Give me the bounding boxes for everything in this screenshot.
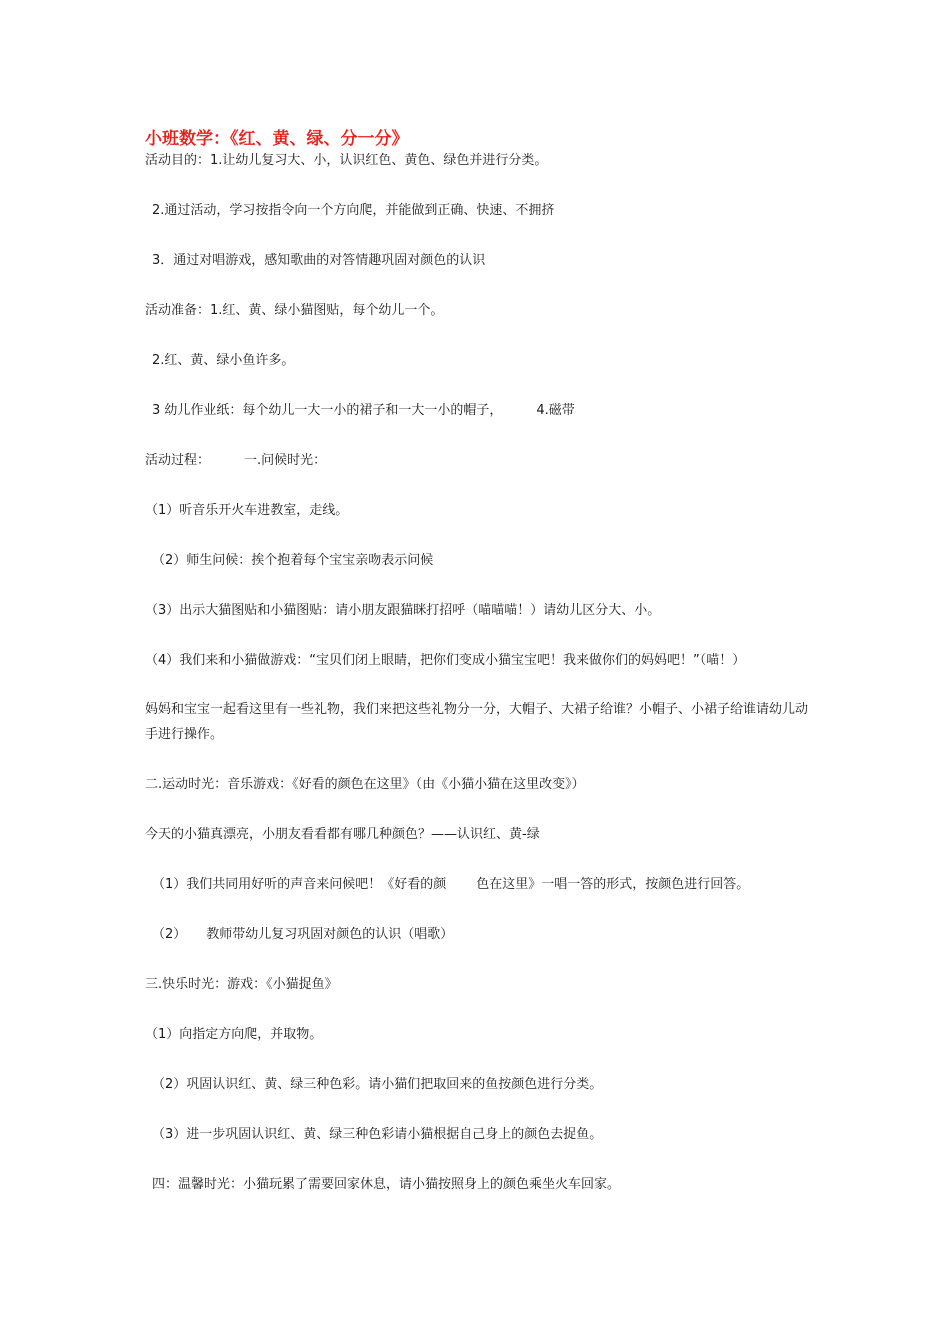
paragraph-section-3-heading: 三.快乐时光：游戏：《小猫捉鱼》 [145,977,338,992]
paragraph-process-heading [145,452,326,470]
paragraph-step-1-2: （2）师生问候：挨个抱着每个宝宝亲吻表示问候 [152,553,434,568]
paragraph-section-2-heading: 二.运动时光：音乐游戏：《好看的颜色在这里》（由《小猫小猫在这里改变》） [145,777,585,792]
paragraph-step-3-1: （1）向指定方向爬，并取物。 [145,1027,323,1042]
paragraph-prep-3 [152,402,575,420]
paragraph-section-4: 四：温馨时光：小猫玩累了需要回家休息，请小猫按照身上的颜色乘坐火车回家。 [152,1177,621,1192]
paragraph-step-2-1 [152,876,749,894]
paragraph-step-1-3: （3）出示大猫图贴和小猫图贴：请小朋友跟猫眯打招呼（喵喵喵！）请幼儿区分大、小。 [145,603,661,618]
paragraph-goal-3: 3．通过对唱游戏，感知歌曲的对答情趣巩固对颜色的认识 [152,253,486,268]
paragraph-step-1-detail: 妈妈和宝宝一起看这里有一些礼物，我们来把这些礼物分一分，大帽子、大裙子给谁？小帽子、小裙子给谁请幼儿动手进行操作。 [145,702,809,742]
paragraph-prep-1: 活动准备：1.红、黄、绿小猫图贴，每个幼儿一个。 [145,303,444,318]
step-2-2-number: （2） [152,927,187,942]
paragraph-step-1-4: （4）我们来和小猫做游戏：“宝贝们闭上眼睛，把你们变成小猫宝宝吧！我来做你们的妈妈吧！”（喵！） [145,653,746,668]
process-label: 活动过程： [145,453,211,468]
paragraph-goal-1: 活动目的：1.让幼儿复习大、小，认识红色、黄色、绿色并进行分类。 [145,153,548,168]
paragraph-goal-2: 2.通过活动，学习按指令向一个方向爬，并能做到正确、快速、不拥挤 [152,203,555,218]
prep-4-text: 4.磁带 [536,403,575,418]
paragraph-prep-2: 2.红、黄、绿小鱼许多。 [152,353,295,368]
paragraph-section-2-intro: 今天的小猫真漂亮，小朋友看看都有哪几种颜色？——认识红、黄-绿 [145,827,540,842]
prep-3-text: 3 幼儿作业纸：每个幼儿一大一小的裙子和一大一小的帽子， [152,403,503,418]
paragraph-step-3-3: （3）进一步巩固认识红、黄、绿三种色彩请小猫根据自己身上的颜色去捉鱼。 [152,1127,603,1142]
step-2-1-text-a: （1）我们共同用好听的声音来问候吧！《好看的颜 [152,877,447,892]
step-2-1-text-b: 色在这里》一唱一答的形式，按颜色进行回答。 [476,877,750,892]
paragraph-step-2-2 [152,926,453,944]
document-title: 小班数学：《红、黄、绿、分一分》 [145,129,409,149]
paragraph-step-3-2: （2）巩固认识红、黄、绿三种色彩。请小猫们把取回来的鱼按颜色进行分类。 [152,1077,603,1092]
paragraph-step-1-1: （1）听音乐开火车进教室，走线。 [145,503,349,518]
step-2-2-text: 教师带幼儿复习巩固对颜色的认识（唱歌） [206,927,454,942]
section-1-heading: 一.问候时光： [244,453,327,468]
